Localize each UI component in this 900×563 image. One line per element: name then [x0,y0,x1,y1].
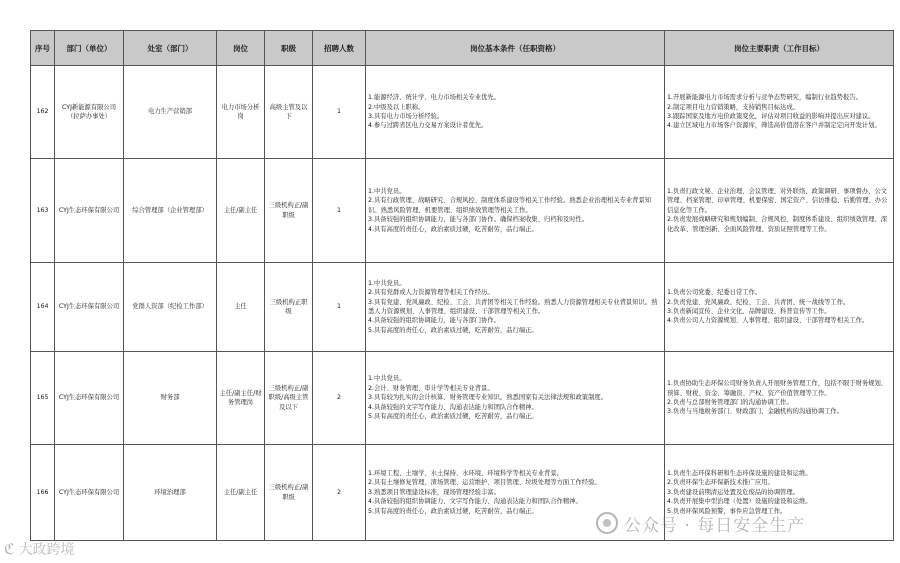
cell-count: 2 [313,352,366,445]
header-requirements: 岗位基本条件（任职资格） [366,31,665,66]
duty-line: 2.负责环保生态环保新技术推广应用。 [667,479,774,487]
duty-line: 2.负责党建、党风廉政、纪检、工会、共青团、统一战线等工作。 [667,298,850,306]
requirement-line: 5.具有高度的责任心，政治素质过硬，吃苦耐劳，品行端正。 [368,507,538,515]
duty-line: 2.负责与总部财务管理部门的沟通协调工作。 [667,399,793,406]
cell-count: 1 [313,66,366,159]
duty-line: 2.负责发展战略研究和规划编制、合规风控、制度体系建设、组织绩效管理、深化改革、管理创新、全面风险管理、资质证照管理等工作。 [667,216,888,233]
requirement-line: 4.具备较强的组织协调能力，能与各部门协作。 [368,317,500,325]
requirement-line: 2.中级及以上职称。 [368,103,425,111]
job-table [30,30,894,541]
requirement-line: 4.具有高度的责任心，政治素质过硬，吃苦耐劳，品行端正。 [368,225,538,233]
brand-mark-icon: ℭ [4,540,15,558]
duty-line: 3.跟踪国家及地方电价政策变化，评估对项目收益的影响并提出应对建议。 [667,113,875,120]
requirement-line: 2.具有行政管理、战略研究、合规风控、制度体系建设等相关工作经验。熟悉企业治理相关专业背景知识。熟悉风险管理、机要管理、组织绩效管理等相关工作。 [368,197,652,214]
cell-count: 1 [313,263,366,352]
cell-post: 主任 [217,263,265,352]
requirement-line: 5.具有高度的责任心，政治素质过硬，吃苦耐劳，品行端正。 [368,326,538,334]
cell-requirements [366,352,665,445]
table-row [31,263,894,352]
requirement-line: 1.中共党员。 [368,375,406,383]
cell-dept: 党群人资部（纪检工作部） [124,263,217,352]
cell-level: 三级机构正/副职级 [265,159,313,263]
requirement-line: 3.具有党建、党风廉政、纪检、工会、共青团等相关工作经验。熟悉人力资源管理相关专业背景知识。熟悉人力资源规划、人事管理、组织建设、干部管理等相关工作。 [368,298,658,315]
cell-unit: CYJ生态环保有限公司 [55,352,124,445]
duty-line: 3.负责新闻宣传、企业文化、品牌建设、科普宣传等工作。 [667,308,831,315]
wechat-account-icon [596,512,618,534]
requirement-line: 3.具有较为扎实的会计核算、财务管理专业知识。熟悉国家有关法律法规和政策制度。 [368,394,607,402]
table-row [31,159,894,263]
requirement-line: 2.会计、财务管理、审计学等相关专业背景。 [368,384,494,392]
watermark-left [4,538,75,560]
watermark-right [596,510,805,536]
cell-level: 三级机构正职级 [265,263,313,352]
cell-dept: 电力生产营销部 [124,66,217,159]
duty-line: 4.负责开展集中型治理（处置）设施的建设和运维。 [667,498,812,506]
requirement-line: 2.具有土壤修复管理、渣场管理、运营维护、项目管理、垃圾处理等方面工作经验。 [368,479,601,487]
duty-line: 3.负责建设前期清运处置及危废品的协调管理。 [667,488,799,496]
duty-line: 1.负责行政文秘、企业治理、会议管理、对外联络、政策调研、事项督办、公文管理、档案管理、印章管理、机要保密、国定资产、信访维稳、后勤管理、办公信息化等工作。 [667,187,888,214]
cell-duties [665,159,894,263]
requirement-line: 1.环境工程、土壤学、水土保持、水环境、环境科学等相关专业背景。 [368,469,563,477]
cell-no: 164 [31,263,55,352]
header-dept: 处室（部门） [124,31,217,66]
cell-no: 166 [31,445,55,541]
duty-line: 5.负责环保风险预警，事件应急管理工作。 [667,507,787,515]
cell-duties [665,352,894,445]
requirement-line: 1.中共党员。 [368,279,406,287]
cell-requirements [366,66,665,159]
table-row [31,66,894,159]
duty-line: 1.负责生态环保科研和生态环保设施的建设和运维。 [667,469,812,477]
requirement-line: 1.中共党员。 [368,187,406,195]
header-level: 职级 [265,31,313,66]
requirement-line: 3.具备较强的组织协调能力，能与各部门协作。确保档案收集、归档和及时性。 [368,216,589,224]
table-header-row [31,31,894,66]
requirement-line: 3.熟悉项目管理建设标准，现场管理经验丰富。 [368,488,500,496]
cell-requirements [366,159,665,263]
watermark-right-text: 公众号 · 每日安全生产 [624,515,806,536]
header-post: 岗位 [217,31,265,66]
cell-no: 162 [31,66,55,159]
cell-dept: 财务部 [124,352,217,445]
cell-unit: CYJ新能源有限公司（拉萨办事处） [55,66,124,159]
duty-line: 2.制定项目电力营销策略，支持销售目标达成。 [667,103,799,111]
cell-post: 主任/副主任 [217,445,265,541]
duty-line: 4.建立区域电力市场客户资源库，筛选高价值潜在客户并制定定向开发计划。 [667,122,881,130]
requirement-line: 2.具有党群或人力资源管理等相关工作经历。 [368,289,494,297]
cell-dept: 综合管理部（企业管理部） [124,159,217,263]
requirement-line: 4.具备较强的组织协调能力、文字写作能力、沟通表达能力和团队合作精神。 [368,498,582,506]
requirement-line: 3.具有电力市场分析经验。 [368,113,444,120]
cell-no: 163 [31,159,55,263]
cell-unit: CYJ生态环保有限公司 [55,263,124,352]
requirement-line: 5.具有高度的责任心，政治素质过硬，吃苦耐劳，品行端正。 [368,413,538,421]
header-duties: 岗位主要职责（工作目标） [665,31,894,66]
cell-level: 三级机构正/副职级/高级主管及以下 [265,352,313,445]
cell-no: 165 [31,352,55,445]
cell-duties [665,263,894,352]
watermark-left-text: 大政跨境 [18,542,75,558]
cell-requirements [366,263,665,352]
cell-duties [665,66,894,159]
requirement-line: 1.能源经济、统计学、电力市场相关专业优先。 [368,94,500,102]
header-count: 招聘人数 [313,31,366,66]
table-row [31,352,894,445]
duty-line: 3.负责与当地税务部门、财政部门、金融机构的沟通协调工作。 [667,408,844,416]
cell-post: 电力市场分析岗 [217,66,265,159]
cell-post: 主任/副主任 [217,159,265,263]
cell-level: 三级机构正/副职级 [265,445,313,541]
cell-post: 主任/副主任/财务管理岗 [217,352,265,445]
header-no: 序号 [31,31,55,66]
cell-dept: 环境治理部 [124,445,217,541]
requirement-line: 4.参与过跨省区电力交易方案设计者优先。 [368,122,488,130]
duty-line: 1.负责协助生态环保公司财务负责人开展财务管理工作，包括不限于财务规划、预算、财税、资金、筹融资、产权、资产价值管理等工作。 [667,380,888,397]
cell-unit: CYJ生态环保有限公司 [55,445,124,541]
duty-line: 4.负责公司人力资源规划、人事管理、组织建设、干部管理等相关工作。 [667,317,869,325]
cell-level: 高级主管及以下 [265,66,313,159]
cell-count: 1 [313,159,366,263]
duty-line: 1.负责公司党委、纪委日常工作。 [667,289,762,297]
cell-count: 2 [313,445,366,541]
duty-line: 1.开展新能源电力市场需求分析与竞争态势研究，编制行业趋势报告。 [667,94,862,102]
cell-unit: CYJ生态环保有限公司 [55,159,124,263]
header-unit: 部门（单位） [55,31,124,66]
requirement-line: 4.具备较强的文字写作能力、沟通表达能力和团队合作精神。 [368,403,538,411]
